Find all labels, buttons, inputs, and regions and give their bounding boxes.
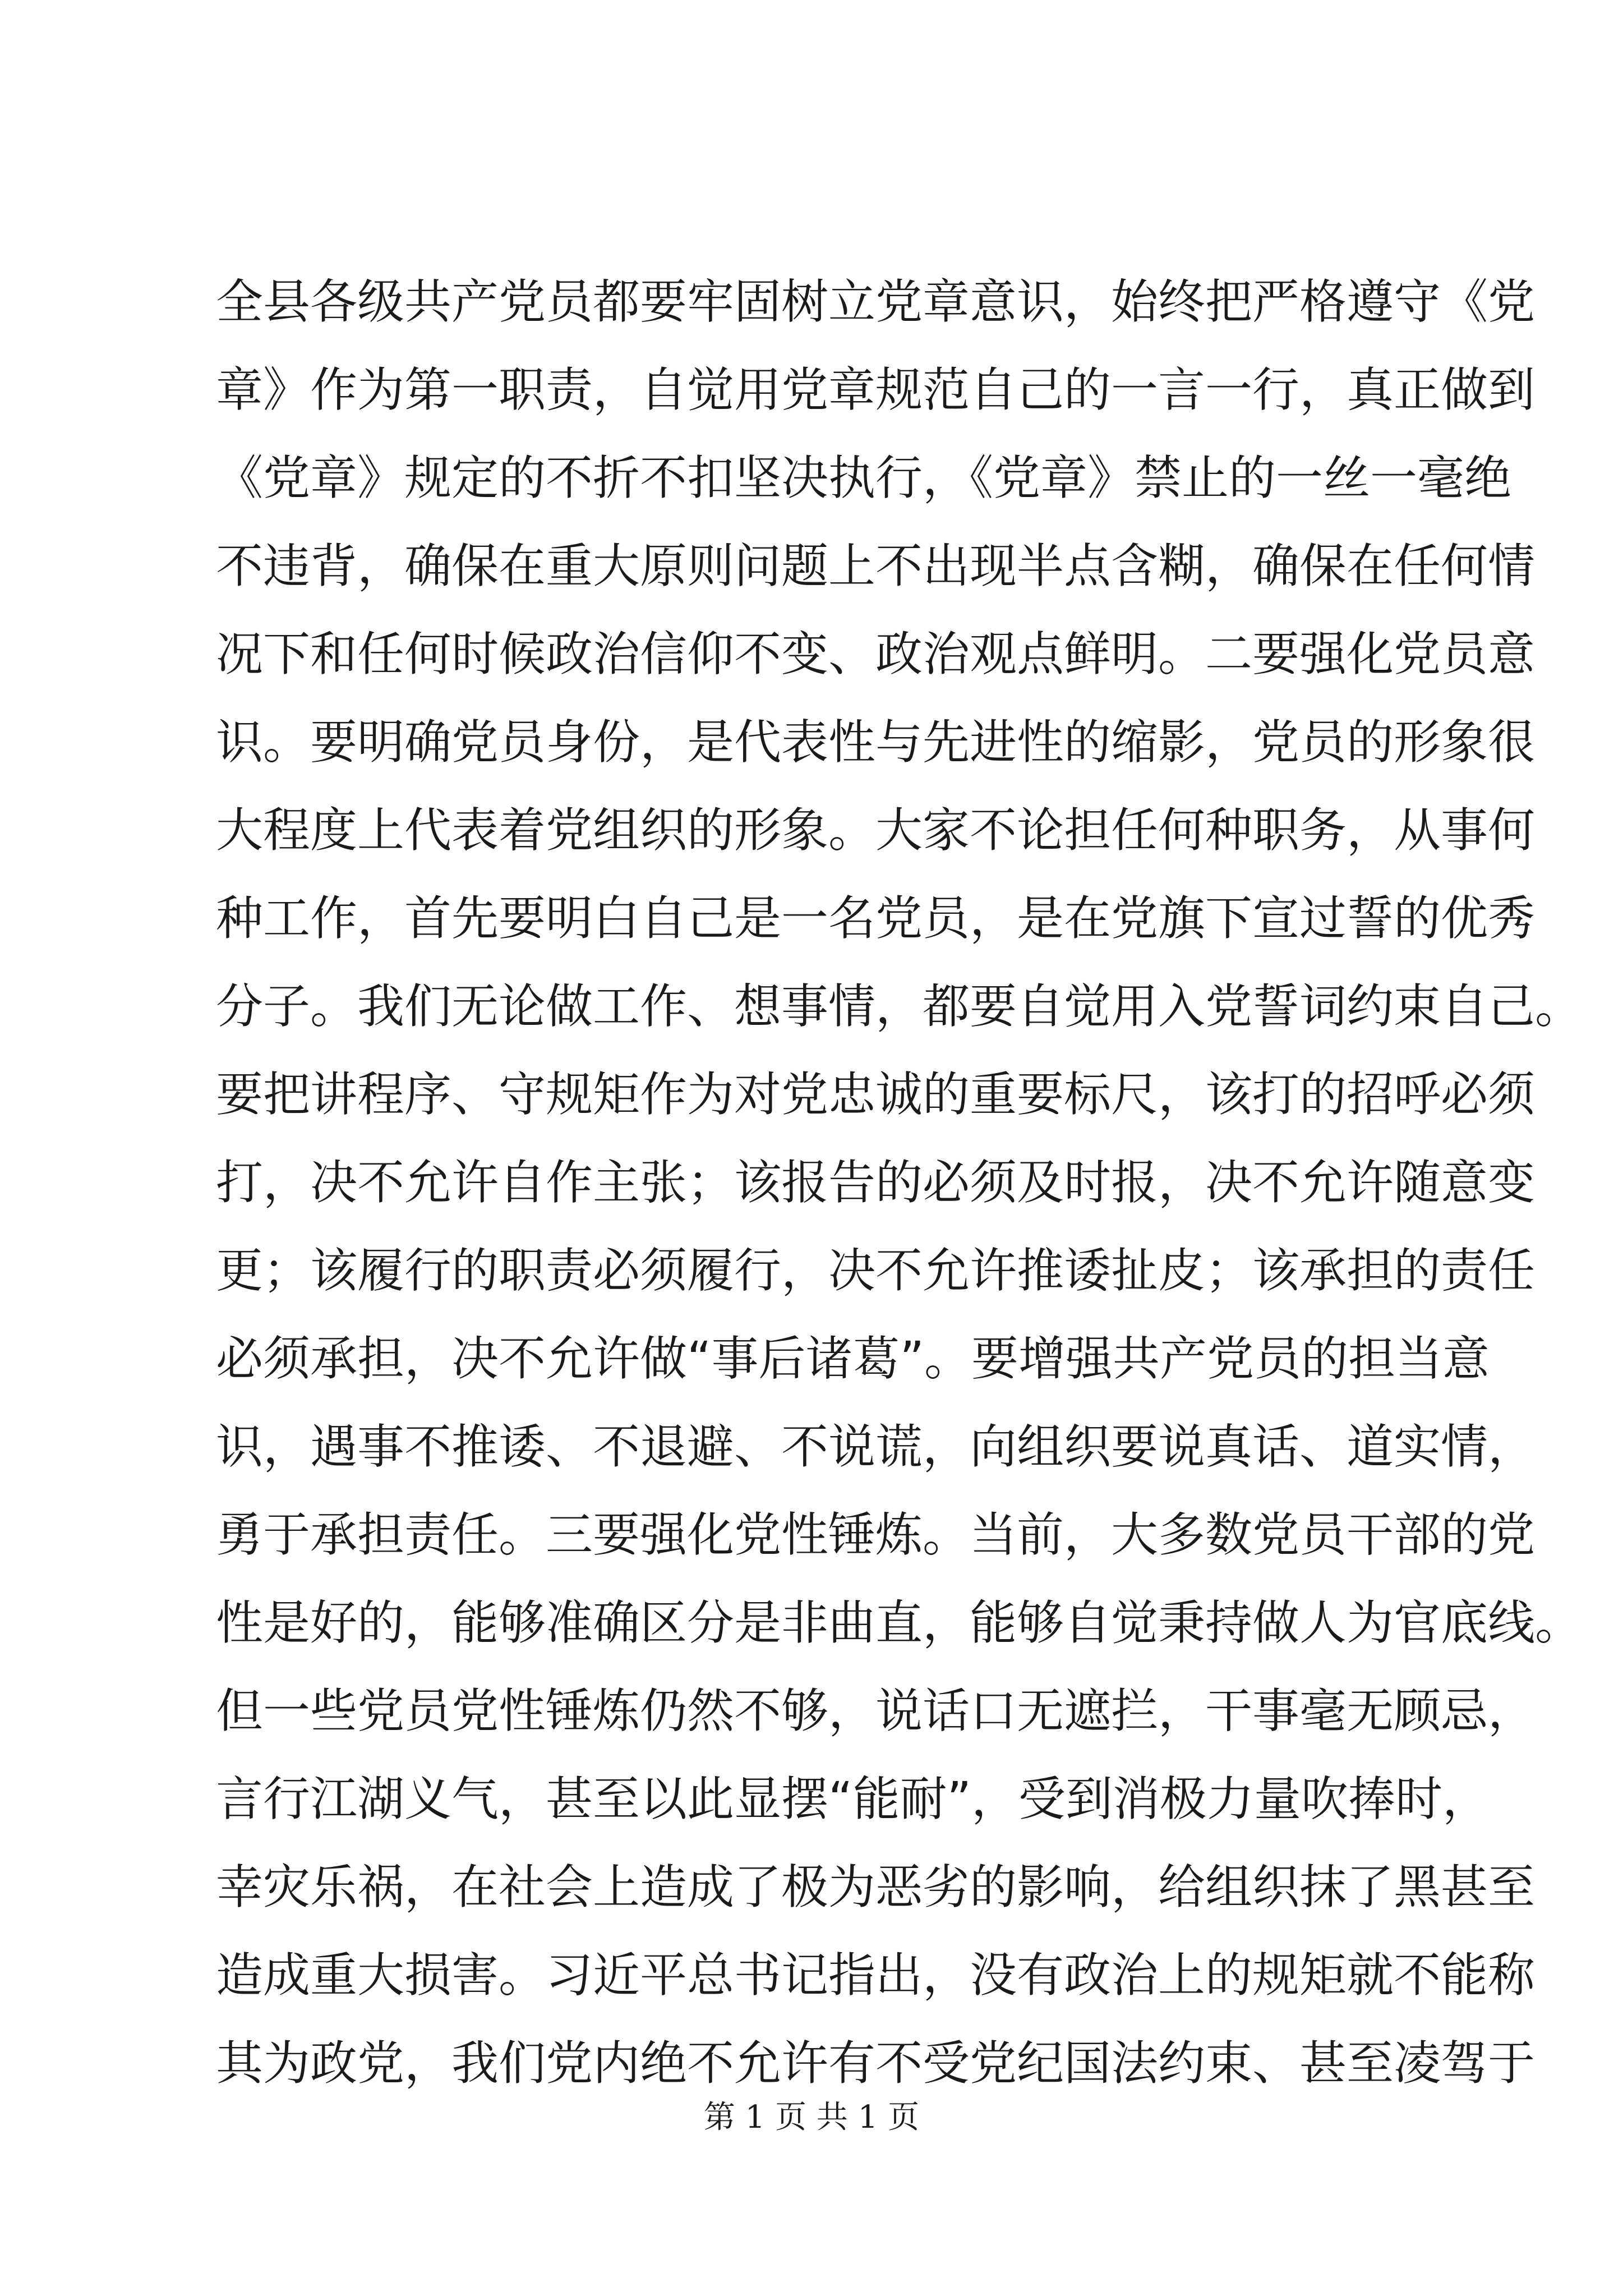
- text-line: 分子。我们无论做工作、想事情，都要自觉用入党誓词约束自己。: [216, 979, 1583, 1034]
- text-line: 识。要明确党员身份，是代表性与先进性的缩影，党员的形象很: [216, 715, 1536, 770]
- text-line: 必须承担，决不允许做“事后诸葛”。要增强共产党员的担当意: [216, 1331, 1490, 1386]
- text-line: 造成重大损害。习近平总书记指出，没有政治上的规矩就不能称: [216, 1948, 1536, 2003]
- text-line: 幸灾乐祸，在社会上造成了极为恶劣的影响，给组织抹了黑甚至: [216, 1860, 1536, 1915]
- text-line: 更；该履行的职责必须履行，决不允许推诿扯皮；该承担的责任: [216, 1243, 1536, 1298]
- text-line: 其为政党，我们党内绝不允许有不受党纪国法约束、甚至凌驾于: [216, 2036, 1536, 2091]
- text-line: 要把讲程序、守规矩作为对党忠诚的重要标尺，该打的招呼必须: [216, 1067, 1536, 1122]
- text-line: 打，决不允许自作主张；该报告的必须及时报，决不允许随意变: [216, 1155, 1536, 1210]
- text-line: 《党章》规定的不折不扣坚决执行，《党章》禁止的一丝一毫绝: [216, 450, 1512, 505]
- text-line: 全县各级共产党员都要牢固树立党章意识，始终把严格遵守《党: [216, 274, 1536, 329]
- text-line: 言行江湖义气，甚至以此显摆“能耐”，受到消极力量吹捧时，: [216, 1772, 1490, 1826]
- text-line: 大程度上代表着党组织的形象。大家不论担任何种职务，从事何: [216, 803, 1536, 858]
- text-line: 但一些党员党性锤炼仍然不够，说话口无遮拦，干事毫无顾忌，: [216, 1683, 1536, 1738]
- text-line: 性是好的，能够准确区分是非曲直，能够自觉秉持做人为官底线。: [216, 1595, 1583, 1650]
- text-line: 种工作，首先要明白自己是一名党员，是在党旗下宣过誓的优秀: [216, 891, 1536, 946]
- text-line: 不违背，确保在重大原则问题上不出现半点含糊，确保在任何情: [216, 539, 1536, 593]
- page-footer: [0, 2095, 1623, 2140]
- text-line: 况下和任何时候政治信仰不变、政治观点鲜明。二要强化党员意: [216, 627, 1536, 682]
- text-line: 勇于承担责任。三要强化党性锤炼。当前，大多数党员干部的党: [216, 1507, 1536, 1562]
- text-line: 章》作为第一职责，自觉用党章规范自己的一言一行，真正做到: [216, 362, 1536, 417]
- text-line: 识，遇事不推诿、不退避、不说谎，向组织要说真话、道实情，: [216, 1419, 1536, 1474]
- body-text: [216, 258, 1583, 2108]
- page-number-label: 第 1 页 共 1 页: [703, 2099, 920, 2136]
